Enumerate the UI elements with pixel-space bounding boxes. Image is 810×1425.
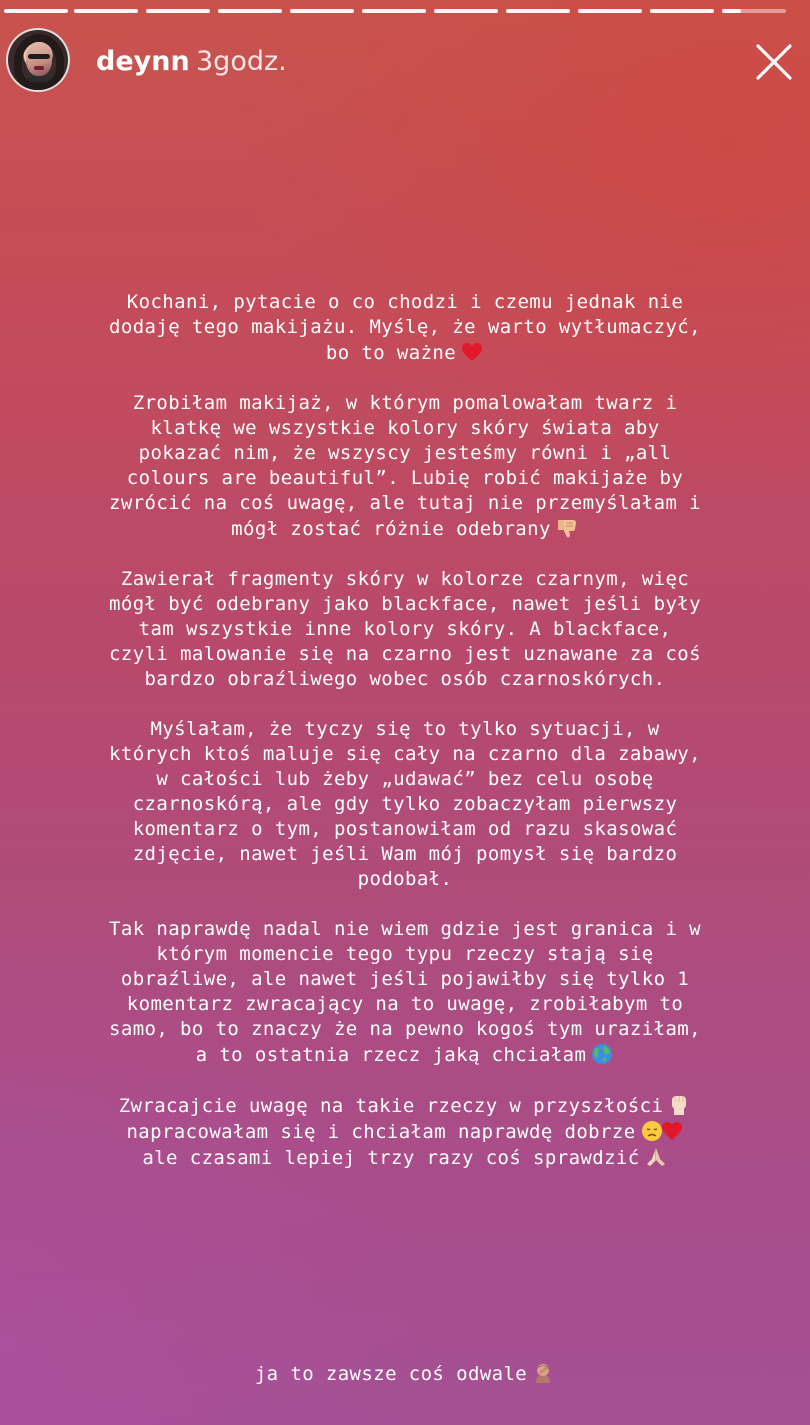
thumbs-down-icon bbox=[555, 516, 579, 540]
avatar-lips bbox=[34, 66, 44, 70]
close-icon bbox=[754, 42, 794, 82]
text-line: dodaję tego makijażu. Myślę, że warto wytłumaczyć, bbox=[109, 316, 701, 338]
text-line: tam wszystkie inne kolory skóry. A blackface, bbox=[138, 618, 672, 640]
text-line-with-emoji bbox=[30, 340, 780, 366]
text-line: mógł być odebrany jako blackface, nawet jeśli były bbox=[109, 593, 701, 615]
paragraph-5 bbox=[30, 917, 780, 1068]
text-line: pokazać nim, że wszyscy jesteśmy równi i „all bbox=[138, 442, 672, 464]
text-line: napracowałam się i chciałam naprawdę dobrze bbox=[126, 1121, 636, 1143]
text-line: Myślałam, że tyczy się to tylko sytuacji, w bbox=[150, 718, 660, 740]
text-line: w całości lub żeby „udawać” bez celu osobę bbox=[156, 768, 654, 790]
close-button[interactable] bbox=[754, 42, 794, 82]
text-line: zdjęcie, nawet jeśli Wam mój pomysł się bardzo bbox=[132, 843, 678, 865]
progress-segment-current bbox=[722, 9, 786, 13]
avatar[interactable] bbox=[6, 28, 70, 92]
folded-hands-icon bbox=[644, 1145, 668, 1169]
text-line: Tak naprawdę nadal nie wiem gdzie jest granica i w bbox=[109, 918, 701, 940]
text-line-with-emoji bbox=[30, 1119, 780, 1145]
paragraph-4 bbox=[30, 717, 780, 892]
text-line: Kochani, pytacie o co chodzi i czemu jednak nie bbox=[126, 291, 684, 313]
progress-segment bbox=[146, 9, 210, 13]
text-line: bo to ważne bbox=[325, 342, 457, 364]
story-header bbox=[6, 28, 810, 94]
text-line: zwrócić na coś uwagę, ale tutaj nie przemyślałam i bbox=[109, 492, 701, 514]
paragraph-6 bbox=[30, 1093, 780, 1171]
text-line: którym momencie tego typu rzeczy stają się bbox=[156, 943, 654, 965]
progress-segment bbox=[4, 9, 68, 13]
text-line: samo, bo to znaczy że na pewno kogoś tym uraziłam, bbox=[109, 1018, 701, 1040]
text-line: podobał. bbox=[357, 868, 453, 890]
text-line: Zrobiłam makijaż, w którym pomalowałam twarz i bbox=[132, 392, 678, 414]
text-line: a to ostatnia rzecz jaką chciałam bbox=[195, 1044, 587, 1066]
progress-segment bbox=[74, 9, 138, 13]
progress-segment bbox=[218, 9, 282, 13]
text-line: których ktoś maluje się cały na czarno dla zabawy, bbox=[109, 743, 701, 765]
text-line: czarnoskórą, ale gdy tylko zobaczyłam pierwszy bbox=[132, 793, 678, 815]
text-line: komentarz o tym, postanowiłam od razu skasować bbox=[132, 818, 678, 840]
text-line: komentarz zwracający na to uwagę, zrobiłabym to bbox=[126, 993, 684, 1015]
text-line-with-emoji bbox=[30, 1042, 780, 1068]
progress-segment bbox=[578, 9, 642, 13]
paragraph-2 bbox=[30, 391, 780, 542]
username[interactable]: deynn bbox=[96, 46, 190, 77]
red-heart-icon bbox=[460, 340, 484, 364]
story-progress-bar bbox=[0, 9, 810, 13]
globe-icon bbox=[590, 1042, 614, 1066]
progress-fill bbox=[722, 9, 741, 13]
progress-segment bbox=[434, 9, 498, 13]
text-line: mógł zostać różnie odebrany bbox=[231, 518, 551, 540]
text-line-with-emoji bbox=[30, 1093, 780, 1119]
text-line: ale czasami lepiej trzy razy coś sprawdzić bbox=[142, 1147, 640, 1169]
text-line: klatkę we wszystkie kolory skóry świata aby bbox=[150, 417, 660, 439]
caption-text: ja to zawsze coś odwale bbox=[254, 1363, 528, 1385]
raised-fist-icon bbox=[667, 1093, 691, 1117]
progress-segment bbox=[650, 9, 714, 13]
text-line: obraźliwe, ale nawet jeśli pojawiłby się tylko 1 bbox=[120, 968, 690, 990]
paragraph-3 bbox=[30, 567, 780, 692]
avatar-face bbox=[26, 42, 52, 76]
text-line: bardzo obraźliwego wobec osób czarnoskórych. bbox=[144, 668, 666, 690]
text-line: Zwracajcie uwagę na takie rzeczy w przyszłości bbox=[118, 1095, 664, 1117]
text-line-with-emoji bbox=[30, 516, 780, 542]
progress-segment bbox=[506, 9, 570, 13]
story-timestamp: 3godz. bbox=[196, 46, 287, 77]
avatar-eyes bbox=[28, 54, 50, 59]
progress-segment bbox=[362, 9, 426, 13]
story-caption bbox=[30, 1360, 780, 1388]
text-line: czyli malowanie się na czarno jest uznawane za coś bbox=[109, 643, 701, 665]
red-heart-icon bbox=[660, 1119, 684, 1143]
text-line-with-emoji bbox=[30, 1145, 780, 1171]
woman-facepalming-icon bbox=[531, 1361, 555, 1385]
paragraph-1 bbox=[30, 290, 780, 366]
story-text-overlay bbox=[30, 290, 780, 1196]
text-line: Zawierał fragmenty skóry w kolorze czarnym, więc bbox=[120, 568, 690, 590]
progress-segment bbox=[290, 9, 354, 13]
text-line: colours are beautiful”. Lubię robić makijaże by bbox=[126, 467, 684, 489]
